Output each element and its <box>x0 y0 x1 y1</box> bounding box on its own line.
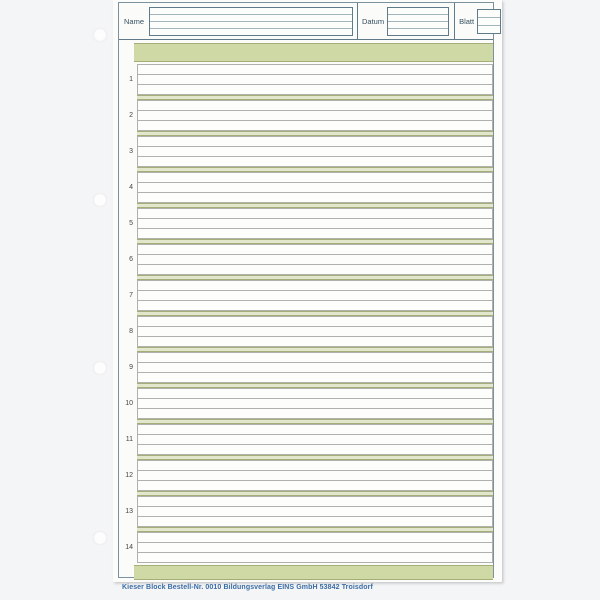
rule-row <box>138 101 492 110</box>
writing-line-1 <box>119 64 493 95</box>
rule-row <box>138 182 492 193</box>
blatt-section <box>454 3 502 39</box>
writing-line-8 <box>119 316 493 347</box>
line-rules <box>137 172 493 203</box>
writing-line-13 <box>119 496 493 527</box>
name-field <box>149 7 353 36</box>
rule-row <box>138 481 492 490</box>
line-rules <box>137 460 493 491</box>
rule-row <box>138 434 492 445</box>
rule-row <box>138 229 492 238</box>
writing-line-14 <box>119 532 493 563</box>
rule-row <box>138 317 492 326</box>
line-rules <box>137 388 493 419</box>
line-number: 9 <box>129 364 133 371</box>
name-section <box>119 3 357 39</box>
rule-row <box>138 173 492 182</box>
rule-row <box>138 425 492 434</box>
line-number: 11 <box>125 436 133 443</box>
line-rules <box>137 352 493 383</box>
rule-row <box>138 65 492 74</box>
name-field-row <box>150 21 352 28</box>
datum-field <box>387 7 449 36</box>
line-number: 14 <box>125 544 133 551</box>
writing-line-3 <box>119 136 493 167</box>
rule-row <box>138 337 492 346</box>
name-field-row <box>150 14 352 21</box>
line-number: 12 <box>125 472 133 479</box>
line-rules <box>137 532 493 563</box>
writing-line-9 <box>119 352 493 383</box>
writing-line-2 <box>119 100 493 131</box>
rule-row <box>138 373 492 382</box>
rule-row <box>138 218 492 229</box>
punch-hole <box>93 361 107 375</box>
rule-row <box>138 290 492 301</box>
line-rules <box>137 424 493 455</box>
rule-row <box>138 353 492 362</box>
rule-row <box>138 301 492 310</box>
writing-line-10 <box>119 388 493 419</box>
line-number: 3 <box>129 148 133 155</box>
writing-line-12 <box>119 460 493 491</box>
rule-row <box>138 445 492 454</box>
line-number: 5 <box>129 220 133 227</box>
rule-row <box>138 110 492 121</box>
line-number: 10 <box>125 400 133 407</box>
datum-field-row <box>388 28 448 35</box>
line-number: 7 <box>129 292 133 299</box>
line-rules <box>137 316 493 347</box>
line-number: 2 <box>129 112 133 119</box>
line-number: 6 <box>129 256 133 263</box>
line-rules <box>137 208 493 239</box>
rule-row <box>138 146 492 157</box>
blatt-label: Blatt <box>459 16 475 26</box>
rule-row <box>138 362 492 373</box>
writing-line-4 <box>119 172 493 203</box>
datum-field-row <box>388 21 448 28</box>
rule-row <box>138 209 492 218</box>
name-field-row <box>150 28 352 35</box>
punch-hole <box>93 531 107 545</box>
line-rules <box>137 64 493 95</box>
blatt-field-row <box>478 17 500 25</box>
punch-hole <box>93 193 107 207</box>
rule-row <box>138 85 492 94</box>
rule-row <box>138 533 492 542</box>
line-rules <box>137 244 493 275</box>
rule-row <box>138 193 492 202</box>
rule-row <box>138 157 492 166</box>
rule-row <box>138 265 492 274</box>
rule-row <box>138 281 492 290</box>
name-label: Name <box>123 16 144 26</box>
rule-row <box>138 245 492 254</box>
line-rules <box>137 496 493 527</box>
printed-area <box>118 2 494 578</box>
footer-imprint: Kieser Block Bestell-Nr. 0010 Bildungsverlag EINS GmbH 53842 Troisdorf <box>122 584 373 591</box>
line-rules <box>137 100 493 131</box>
bottom-green-band <box>134 565 493 580</box>
rule-row <box>138 553 492 562</box>
rule-row <box>138 497 492 506</box>
paper-sheet <box>113 0 502 582</box>
rule-row <box>138 398 492 409</box>
rule-row <box>138 461 492 470</box>
lined-body <box>119 43 493 580</box>
blatt-field-row <box>478 25 500 33</box>
writing-line-11 <box>119 424 493 455</box>
line-number: 8 <box>129 328 133 335</box>
line-number: 13 <box>125 508 133 515</box>
rule-row <box>138 506 492 517</box>
rule-row <box>138 542 492 553</box>
datum-label: Datum <box>362 16 385 26</box>
line-rules <box>137 280 493 311</box>
punch-hole <box>93 28 107 42</box>
line-rules <box>137 136 493 167</box>
datum-section <box>357 3 454 39</box>
writing-line-7 <box>119 280 493 311</box>
writing-units <box>119 64 493 563</box>
rule-row <box>138 137 492 146</box>
blatt-field-row <box>478 10 500 17</box>
form-header <box>119 3 493 40</box>
line-number: 4 <box>129 184 133 191</box>
writing-line-5 <box>119 208 493 239</box>
rule-row <box>138 409 492 418</box>
rule-row <box>138 517 492 526</box>
top-green-band <box>134 43 493 62</box>
rule-row <box>138 470 492 481</box>
rule-row <box>138 326 492 337</box>
rule-row <box>138 389 492 398</box>
writing-line-6 <box>119 244 493 275</box>
rule-row <box>138 74 492 85</box>
blatt-field <box>477 9 501 34</box>
line-number: 1 <box>129 76 133 83</box>
datum-field-row <box>388 14 448 21</box>
rule-row <box>138 121 492 130</box>
rule-row <box>138 254 492 265</box>
